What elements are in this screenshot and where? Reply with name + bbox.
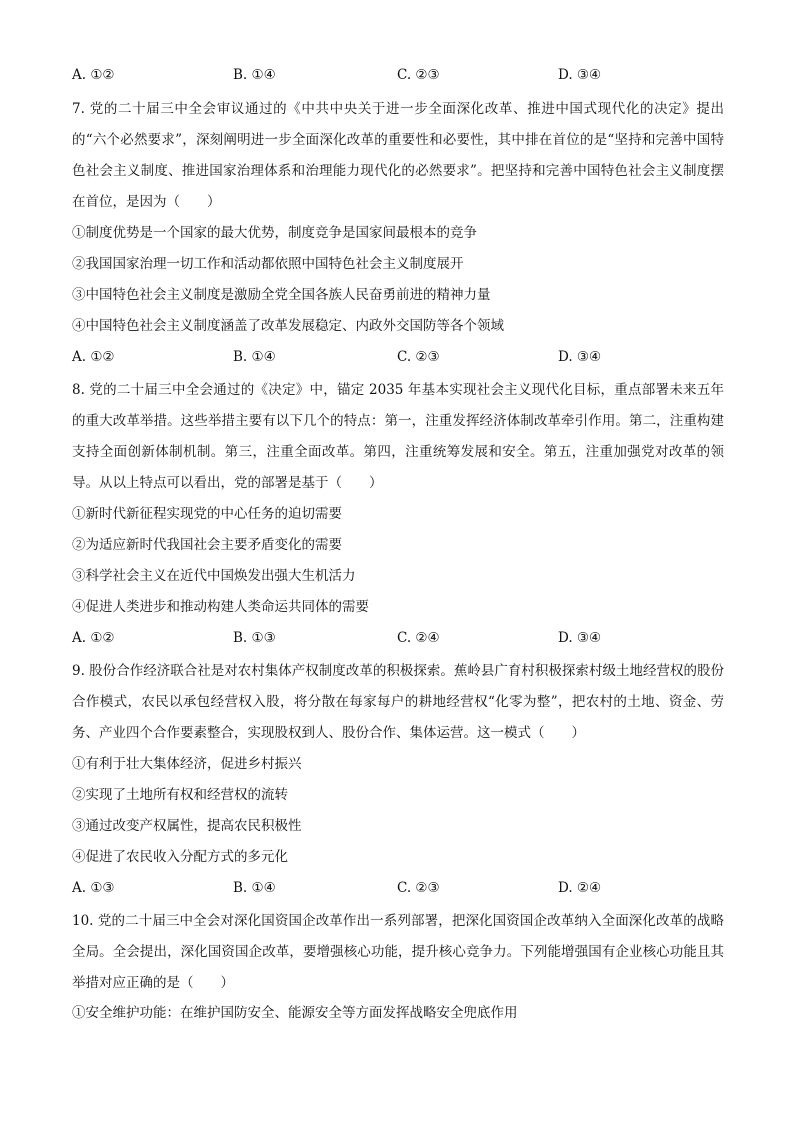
question-7-statement-4: ④中国特色社会主义制度涵盖了改革发展稳定、内政外交国防等各个领域	[72, 318, 504, 334]
option-d[interactable]: D. ③④	[558, 630, 602, 646]
option-a[interactable]: A. ①③	[72, 880, 115, 896]
question-8-options	[72, 627, 732, 649]
option-c[interactable]: C. ②③	[397, 349, 440, 365]
option-c[interactable]: C. ②④	[397, 630, 440, 646]
option-b[interactable]: B. ①④	[233, 67, 276, 83]
question-9-stem: 9. 股份合作经济联合社是对农村集体产权制度改革的积极探索。蕉岭县广育村积极探索村级土地经营权的股份合作模式，农民以承包经营权入股，将分散在每家每户的耕地经营权“化零为整”，把农村的土地、资金、劳务、产业四个合作要素整合，实现股权到人、股份合作、集体运营。这一模式（ ）	[72, 663, 724, 741]
question-7-statement-1: ①制度优势是一个国家的最大优势，制度竞争是国家间最根本的竞争	[72, 225, 477, 241]
option-c[interactable]: C. ②③	[397, 880, 440, 896]
option-d[interactable]: D. ③④	[558, 67, 602, 83]
option-a[interactable]: A. ①②	[72, 630, 115, 646]
question-9-statement-1: ①有利于壮大集体经济，促进乡村振兴	[72, 756, 302, 772]
option-a[interactable]: A. ①②	[72, 67, 115, 83]
option-b[interactable]: B. ①③	[233, 630, 276, 646]
option-b[interactable]: B. ①④	[233, 880, 276, 896]
question-9-options	[72, 877, 732, 899]
option-d[interactable]: D. ②④	[558, 880, 602, 896]
prev-question-options	[72, 64, 732, 86]
question-8-statement-1: ①新时代新征程实现党的中心任务的迫切需要	[72, 506, 342, 522]
option-b[interactable]: B. ①④	[233, 349, 276, 365]
question-7-statement-3: ③中国特色社会主义制度是激励全党全国各族人民奋勇前进的精神力量	[72, 287, 491, 303]
question-8-statement-2: ②为适应新时代我国社会主要矛盾变化的需要	[72, 537, 342, 553]
option-a[interactable]: A. ①②	[72, 349, 115, 365]
question-9-statement-4: ④促进了农民收入分配方式的多元化	[72, 849, 288, 865]
question-10-stem: 10. 党的二十届三中全会对深化国资国企改革作出一系列部署，把深化国资国企改革纳入全面深化改革的战略全局。全会提出，深化国资国企改革，要增强核心功能，提升核心竞争力。下列能增强国有企业核心功能且其举措对应正确的是（ ）	[72, 913, 724, 991]
question-8-statement-4: ④促进人类进步和推动构建人类命运共同体的需要	[72, 599, 369, 615]
question-7-options	[72, 346, 732, 368]
question-8-stem: 8. 党的二十届三中全会通过的《决定》中，锚定 2035 年基本实现社会主义现代化目标，重点部署未来五年的重大改革举措。这些举措主要有以下几个的特点：第一，注重发挥经济体制改革牵引作用。第二，注重构建支持全面创新体制机制。第三，注重全面改革。第四，注重统筹发展和安全。第五，注重加强党对改革的领导。从以上特点可以看出，党的部署是基于（ ）	[72, 382, 724, 491]
question-7-statement-2: ②我国国家治理一切工作和活动都依照中国特色社会主义制度展开	[72, 256, 464, 272]
question-8-statement-3: ③科学社会主义在近代中国焕发出强大生机活力	[72, 568, 356, 584]
question-7-stem: 7. 党的二十届三中全会审议通过的《中共中央关于进一步全面深化改革、推进中国式现代化的决定》提出的“六个必然要求”，深刻阐明进一步全面深化改革的重要性和必要性，其中排在首位的是“坚持和完善中国特色社会主义制度、推进国家治理体系和治理能力现代化的必然要求”。把坚持和完善中国特色社会主义制度摆在首位，是因为（ ）	[72, 101, 724, 210]
question-9-statement-3: ③通过改变产权属性，提高农民积极性	[72, 818, 302, 834]
option-c[interactable]: C. ②③	[397, 67, 440, 83]
question-9-statement-2: ②实现了土地所有权和经营权的流转	[72, 787, 288, 803]
question-10-statement-1: ①安全维护功能：在维护国防安全、能源安全等方面发挥战略安全兜底作用	[72, 1005, 518, 1021]
option-d[interactable]: D. ③④	[558, 349, 602, 365]
